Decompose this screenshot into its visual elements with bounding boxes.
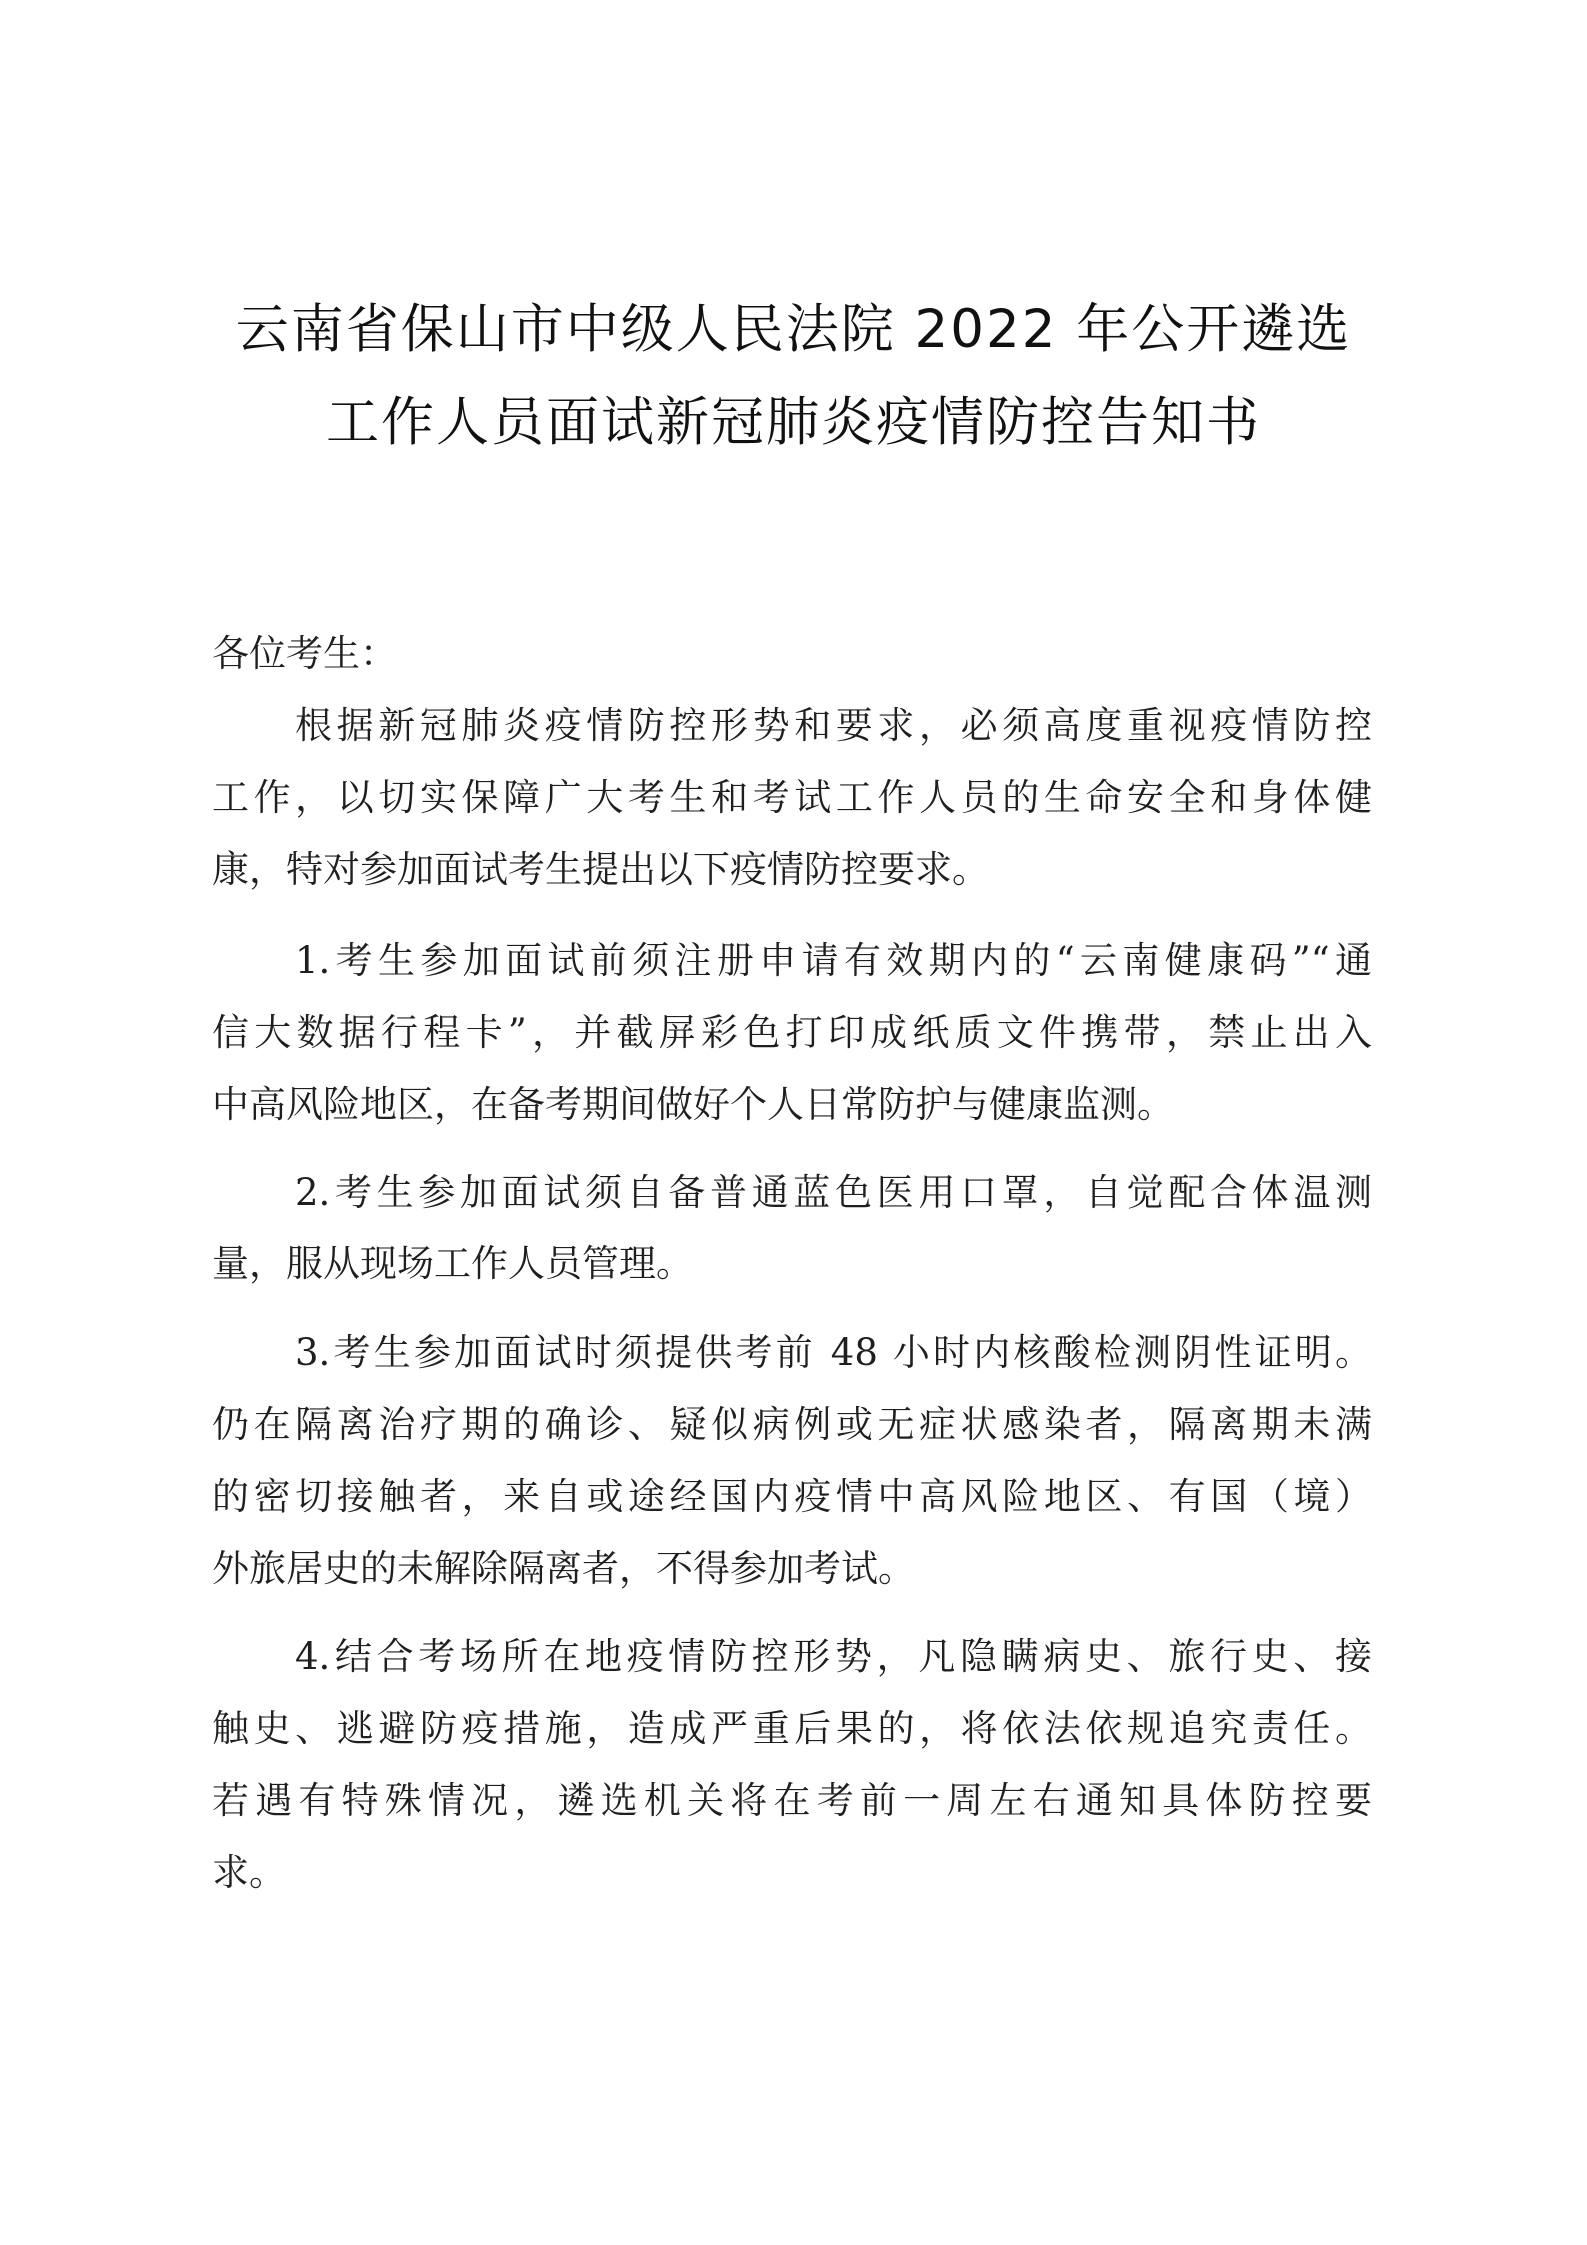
paragraph-item-4-line: 触史、逃避防疫措施，造成严重后果的，将依法依规追究责任。 xyxy=(212,1707,1372,1750)
greeting: 各位考生： xyxy=(212,632,397,675)
document-title-line-1: 云南省保山市中级人民法院 2022 年公开遴选 xyxy=(235,299,1352,360)
paragraph-item-3-line: 仍在隔离治疗期的确诊、疑似病例或无症状感染者，隔离期未满 xyxy=(212,1403,1372,1446)
paragraph-item-2-line: 量，服从现场工作人员管理。 xyxy=(212,1242,693,1285)
paragraph-item-4-line: 求。 xyxy=(212,1851,286,1894)
paragraph-item-3-line: 3.考生参加面试时须提供考前 48 小时内核酸检测阴性证明。 xyxy=(295,1331,1372,1374)
paragraph-item-1-line: 中高风险地区，在备考期间做好个人日常防护与健康监测。 xyxy=(212,1083,1174,1126)
paragraph-item-3-line: 的密切接触者，来自或途经国内疫情中高风险地区、有国（境） xyxy=(212,1475,1372,1518)
paragraph-item-2-line: 2.考生参加面试须自备普通蓝色医用口罩，自觉配合体温测 xyxy=(295,1171,1372,1214)
paragraph-item-1-line: 信大数据行程卡”，并截屏彩色打印成纸质文件携带，禁止出入 xyxy=(212,1011,1372,1054)
paragraph-item-3-line: 外旅居史的未解除隔离者，不得参加考试。 xyxy=(212,1547,915,1590)
paragraph-item-4-line: 若遇有特殊情况，遴选机关将在考前一周左右通知具体防控要 xyxy=(212,1779,1372,1822)
document-title-line-2: 工作人员面试新冠肺炎疫情防控告知书 xyxy=(326,392,1261,453)
paragraph-intro-line: 康，特对参加面试考生提出以下疫情防控要求。 xyxy=(212,848,989,891)
paragraph-intro-line: 工作，以切实保障广大考生和考试工作人员的生命安全和身体健 xyxy=(212,776,1372,819)
paragraph-item-1-line: 1.考生参加面试前须注册申请有效期内的“云南健康码”“通 xyxy=(295,939,1372,982)
paragraph-item-4-line: 4.结合考场所在地疫情防控形势，凡隐瞒病史、旅行史、接 xyxy=(295,1635,1372,1678)
paragraph-intro-line: 根据新冠肺炎疫情防控形势和要求，必须高度重视疫情防控 xyxy=(295,704,1372,747)
